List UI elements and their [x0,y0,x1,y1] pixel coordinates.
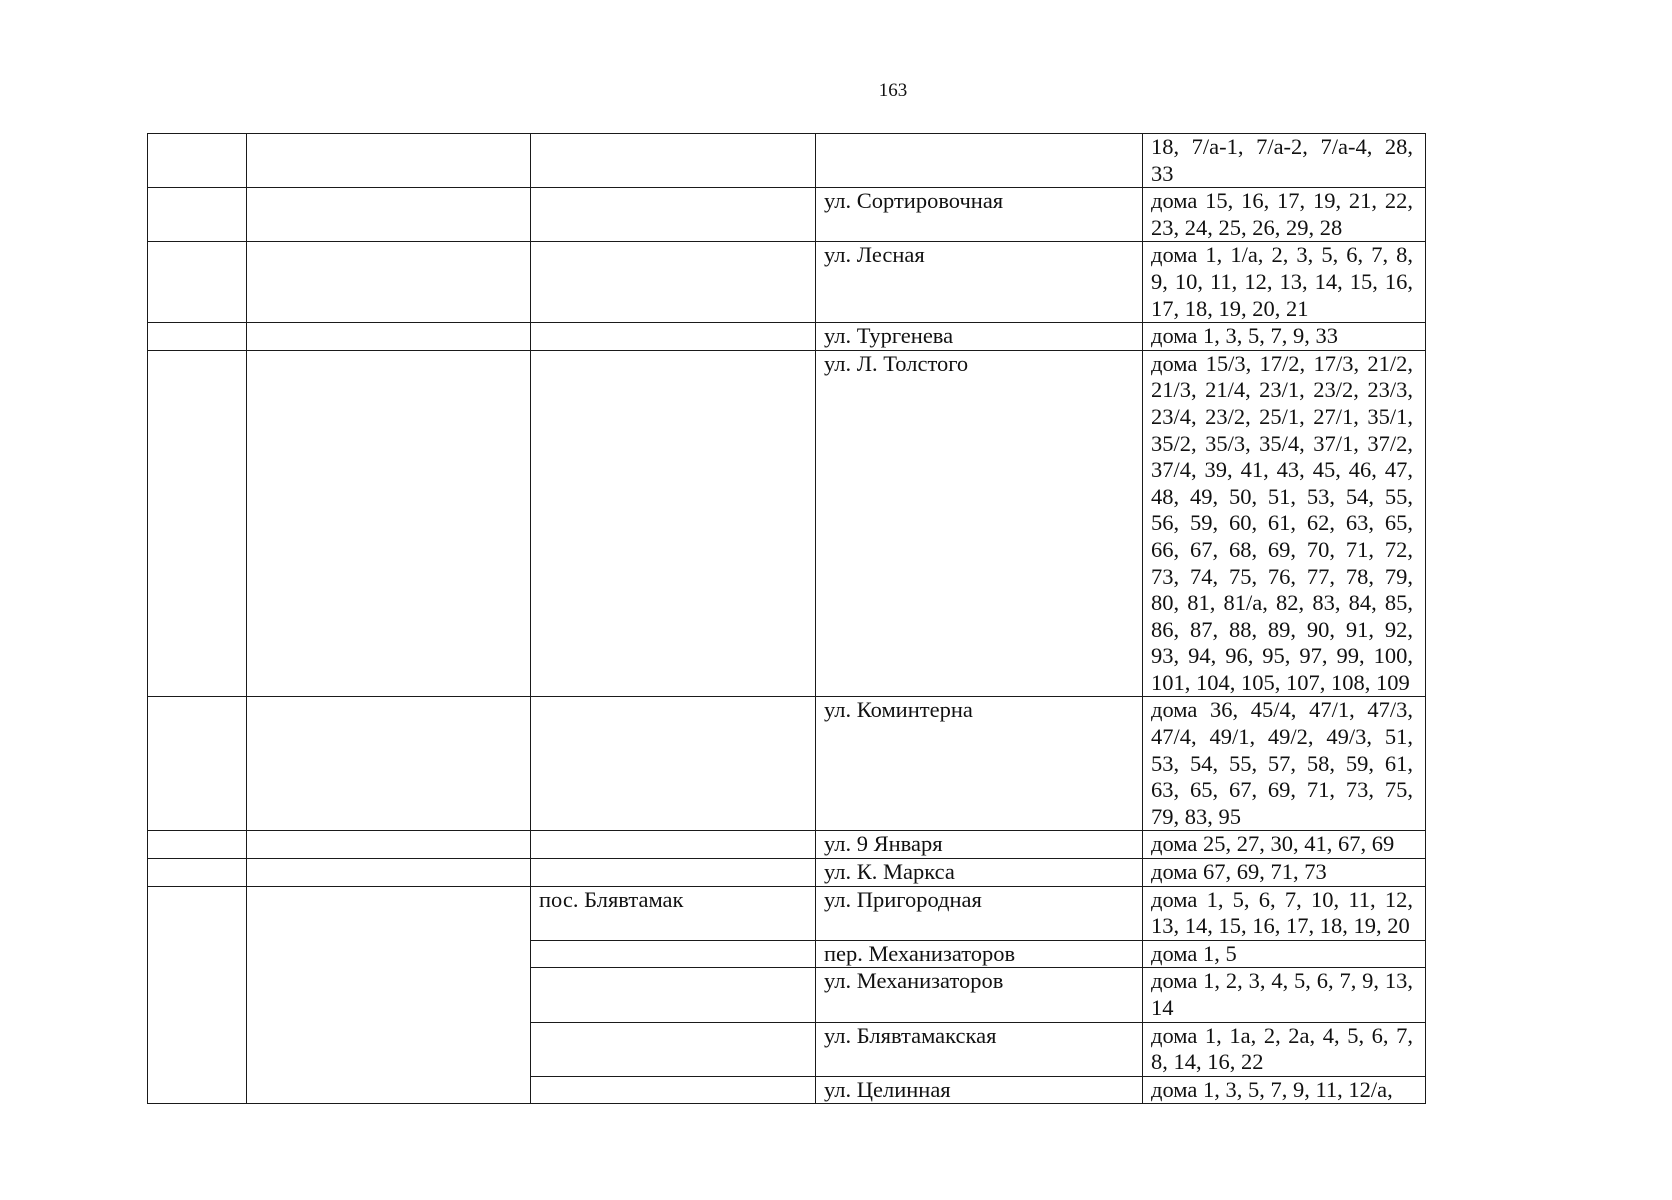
table-row [148,886,1426,940]
cell-houses: дома 25, 27, 30, 41, 67, 69 [1143,831,1426,859]
cell-street: ул. Лесная [816,242,1143,323]
cell-settlement [531,859,816,887]
cell-settlement [531,940,816,968]
cell-settlement [531,697,816,831]
cell-street: ул. Механизаторов [816,968,1143,1022]
cell-settlement [531,968,816,1022]
cell-district [247,831,531,859]
cell-district [247,697,531,831]
cell-district [247,323,531,351]
cell-district [247,350,531,697]
cell-number [148,134,247,188]
address-table [147,133,1426,1104]
cell-street: ул. Пригородная [816,886,1143,940]
table-row [148,188,1426,242]
cell-settlement [531,350,816,697]
cell-street: ул. Целинная [816,1076,1143,1104]
table-row [148,831,1426,859]
cell-settlement [531,1022,816,1076]
cell-district [247,242,531,323]
cell-street: ул. Тургенева [816,323,1143,351]
cell-houses: дома 15, 16, 17, 19, 21, 22, 23, 24, 25, 26, 29, 28 [1143,188,1426,242]
cell-number [148,350,247,697]
cell-houses: дома 1, 5, 6, 7, 10, 11, 12, 13, 14, 15, 16, 17, 18, 19, 20 [1143,886,1426,940]
table-row [148,323,1426,351]
cell-street [816,134,1143,188]
table-row [148,350,1426,697]
cell-district [247,859,531,887]
cell-houses: дома 36, 45/4, 47/1, 47/3, 47/4, 49/1, 49/2, 49/3, 51, 53, 54, 55, 57, 58, 59, 61, 63, 65, 67, 69, 71, 73, 75, 79, 83, 95 [1143,697,1426,831]
cell-houses: дома 15/3, 17/2, 17/3, 21/2, 21/3, 21/4, 23/1, 23/2, 23/3, 23/4, 23/2, 25/1, 27/1, 35/1, 35/2, 35/3, 35/4, 37/1, 37/2, 37/4, 39, 41, 43, 45, 46, 47, 48, 49, 50, 51, 53, 54, 55, 56, 59, 60, 61, 62, 63, 65, 66, 67, 68, 69, 70, 71, 72, 73, 74, 75, 76, 77, 78, 79, 80, 81, 81/а, 82, 83, 84, 85, 86, 87, 88, 89, 90, 91, 92, 93, 94, 96, 95, 97, 99, 100, 101, 104, 105, 107, 108, 109 [1143,350,1426,697]
cell-houses: дома 1, 3, 5, 7, 9, 11, 12/а, [1143,1076,1426,1104]
cell-settlement [531,242,816,323]
cell-street: пер. Механизаторов [816,940,1143,968]
cell-houses: дома 1, 3, 5, 7, 9, 33 [1143,323,1426,351]
cell-settlement: пос. Блявтамак [531,886,816,940]
page-number: 163 [878,80,908,101]
cell-number [148,242,247,323]
table-row [148,242,1426,323]
cell-number [148,697,247,831]
cell-settlement [531,1076,816,1104]
cell-number [148,886,247,1104]
cell-settlement [531,188,816,242]
table-row [148,134,1426,188]
cell-street: ул. Л. Толстого [816,350,1143,697]
cell-number [148,859,247,887]
cell-street: ул. К. Маркса [816,859,1143,887]
cell-houses: 18, 7/а-1, 7/а-2, 7/а-4, 28, 33 [1143,134,1426,188]
table-row [148,697,1426,831]
cell-district [247,886,531,1104]
cell-settlement [531,831,816,859]
cell-district [247,188,531,242]
cell-settlement [531,323,816,351]
cell-district [247,134,531,188]
cell-street: ул. Коминтерна [816,697,1143,831]
cell-number [148,323,247,351]
cell-number [148,188,247,242]
cell-houses: дома 1, 5 [1143,940,1426,968]
cell-street: ул. Блявтамакская [816,1022,1143,1076]
cell-number [148,831,247,859]
cell-street: ул. 9 Января [816,831,1143,859]
table-row [148,859,1426,887]
cell-houses: дома 67, 69, 71, 73 [1143,859,1426,887]
cell-houses: дома 1, 1а, 2, 2а, 4, 5, 6, 7, 8, 14, 16, 22 [1143,1022,1426,1076]
cell-houses: дома 1, 2, 3, 4, 5, 6, 7, 9, 13, 14 [1143,968,1426,1022]
cell-street: ул. Сортировочная [816,188,1143,242]
cell-houses: дома 1, 1/а, 2, 3, 5, 6, 7, 8, 9, 10, 11, 12, 13, 14, 15, 16, 17, 18, 19, 20, 21 [1143,242,1426,323]
cell-settlement [531,134,816,188]
